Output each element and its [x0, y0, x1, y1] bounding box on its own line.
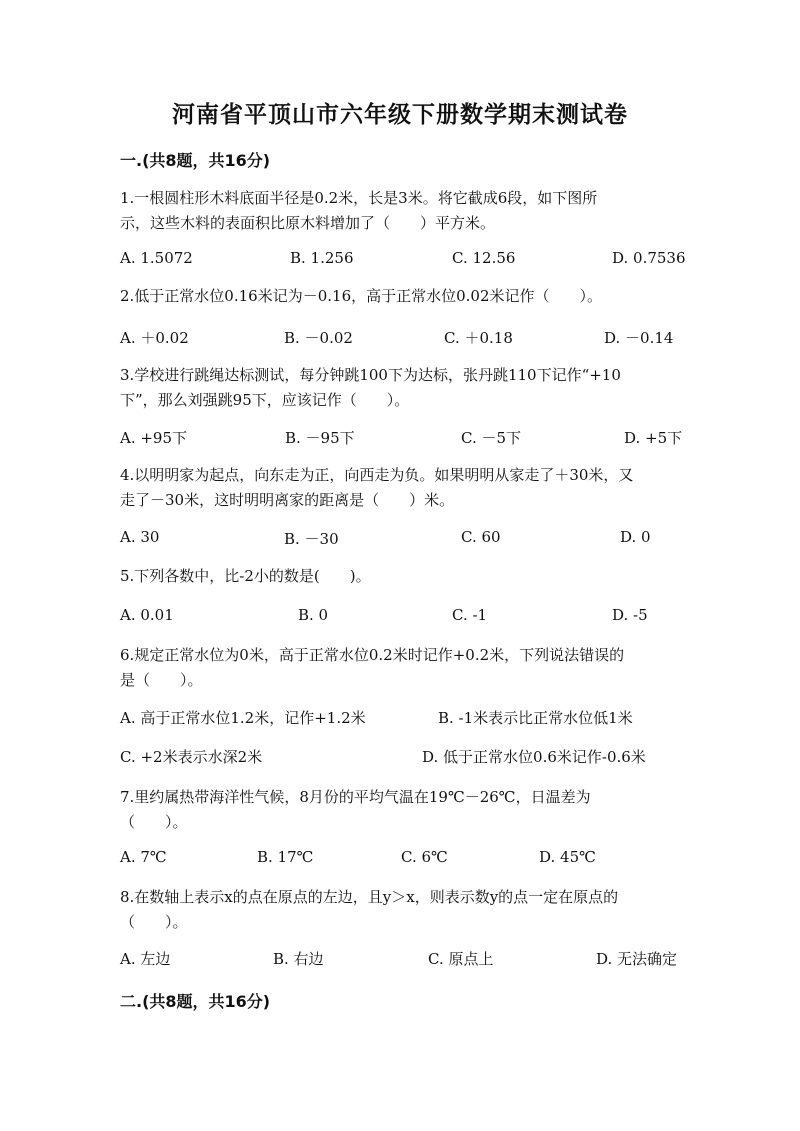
option-a: A. 高于正常水位1.2米，记作+1.2米 [120, 709, 366, 727]
question-line: 5.下列各数中，比-2小的数是( )。 [120, 567, 371, 585]
option-d: D. 45℃ [539, 848, 596, 866]
section-heading-1: 一.(共8题，共16分) [120, 151, 271, 170]
option-d: D. 0 [620, 528, 651, 546]
option-a: A. +95下 [120, 429, 188, 447]
option-a: A. 0.01 [120, 606, 174, 624]
question-line: 2.低于正常水位0.16米记为－0.16，高于正常水位0.02米记作（ ）。 [120, 287, 603, 305]
question-line: 是（ ）。 [120, 671, 203, 689]
option-c: C. 原点上 [428, 950, 494, 968]
question-line: 7.里约属热带海洋性气候，8月份的平均气温在19℃－26℃，日温差为 [120, 788, 591, 806]
option-c: C. －5下 [461, 429, 522, 447]
option-c: C. 12.56 [452, 249, 516, 267]
option-c: C. 60 [461, 528, 501, 546]
option-c: C. +2米表示水深2米 [120, 748, 263, 766]
option-b: B. 0 [298, 606, 329, 624]
question-7 [120, 785, 680, 835]
question-line: （ ）。 [120, 813, 188, 831]
question-line: 走了－30米，这时明明离家的距离是（ ）米。 [120, 491, 455, 509]
option-d: D. 无法确定 [596, 950, 678, 968]
option-a: A. 7℃ [120, 848, 167, 866]
question-line: 6.规定正常水位为0米，高于正常水位0.2米时记作+0.2米，下列说法错误的 [120, 646, 625, 664]
option-b: B. -1米表示比正常水位低1米 [438, 709, 633, 727]
option-b: B. －30 [284, 530, 339, 548]
question-line: 示，这些木料的表面积比原木料增加了（ ）平方米。 [120, 214, 496, 232]
question-line: 1.一根圆柱形木料底面半径是0.2米，长是3米。将它截成6段，如下图所 [120, 189, 598, 207]
question-line: 3.学校进行跳绳达标测试，每分钟跳100下为达标，张丹跳110下记作“+10 [120, 366, 621, 384]
option-d: D. -5 [612, 606, 648, 624]
option-b: B. 17℃ [257, 848, 314, 866]
option-a: A. 1.5072 [120, 249, 193, 267]
question-line: 下”，那么刘强跳95下，应该记作（ ）。 [120, 391, 410, 409]
option-b: B. 右边 [273, 950, 324, 968]
option-a: A. 30 [120, 528, 160, 546]
option-d: D. －0.14 [604, 329, 674, 347]
option-c: C. ＋0.18 [444, 329, 513, 347]
question-3 [120, 363, 680, 413]
question-2 [120, 284, 680, 309]
section-heading-2: 二.(共8题，共16分) [120, 992, 271, 1011]
question-6 [120, 643, 680, 693]
question-line: 8.在数轴上表示x的点在原点的左边，且y＞x，则表示数y的点一定在原点的 [120, 888, 619, 906]
question-1 [120, 186, 680, 236]
page-title: 河南省平顶山市六年级下册数学期末测试卷 [172, 102, 628, 128]
option-b: B. －95下 [285, 429, 355, 447]
option-d: D. 低于正常水位0.6米记作-0.6米 [422, 748, 646, 766]
option-c: C. -1 [452, 606, 488, 624]
question-4 [120, 463, 680, 513]
option-d: D. 0.7536 [612, 249, 686, 267]
question-line: （ ）。 [120, 913, 188, 931]
option-b: B. 1.256 [290, 249, 354, 267]
option-c: C. 6℃ [401, 848, 448, 866]
option-a: A. 左边 [120, 950, 171, 968]
option-d: D. +5下 [624, 429, 683, 447]
option-a: A. ＋0.02 [120, 329, 189, 347]
question-8 [120, 885, 680, 935]
question-5 [120, 564, 680, 589]
question-line: 4.以明明家为起点，向东走为正，向西走为负。如果明明从家走了＋30米，又 [120, 466, 634, 484]
option-b: B. －0.02 [284, 329, 353, 347]
